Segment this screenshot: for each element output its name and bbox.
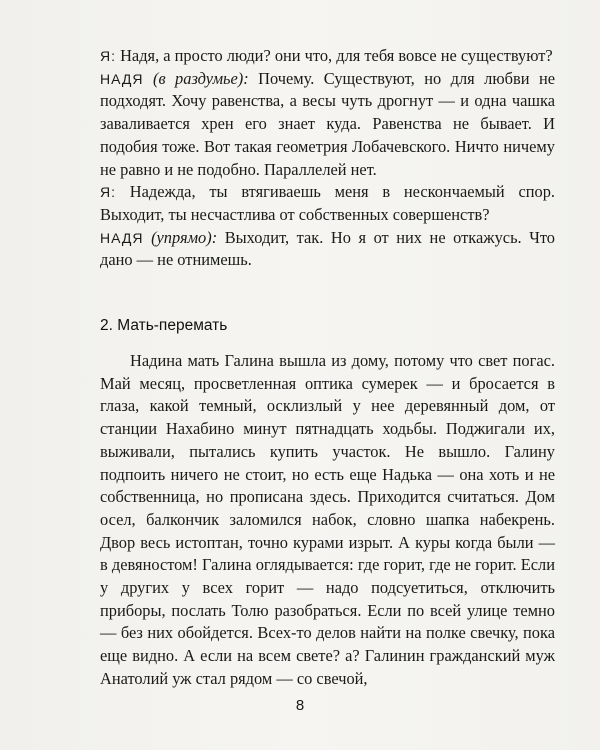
dialogue-text: Выходит, так. Но я от них не откажусь. Что дано — не отнимешь. [100,227,555,270]
speaker-name: НАДЯ [100,229,144,246]
dialogue-line [100,45,555,68]
paragraph: Надина мать Галина вышла из дому, потому что свет погас. Май месяц, просветленная оптика сумерек — и бросается в глаза, какой темный, осклизлый у нее деревянный дом, от станции Нахабино минут пятнадцать ходьбы. Поджигали их, выживали, пытались купить участок. Не вышло. Галину подпоить ничего не стоит, но есть еще Надька — она хоть и не собственница, но прописана здесь. Приходится считаться. Дом осел, балкончик заломился набок, словно шапка набекрень. Двор весь истоптан, точно курами изрыт. А куры когда были — в девяностом! Галина оглядывается: где горит, где не горит. Если у других у всех горит — надо подсуетиться, отключить приборы, послать Толю разобраться. Если по всей улице темно — без них обойдется. Всех-то делов найти на полке свечку, пока еще видно. А если на всем свете? а? Галинин гражданский муж Анатолий уж стал рядом — со свечой, [100,351,555,688]
stage-direction: (в раздумье): [143,68,249,88]
dialogue-text: Надя, а просто люди? они что, для тебя вовсе не существуют? [116,46,553,65]
section-heading: 2. Мать-перемать [100,317,228,334]
dialogue-line [100,181,555,226]
prose-block [100,350,555,691]
speaker-name: Я: [100,184,116,201]
dialogue-text: Почему. Существуют, но для любви не подходят. Хочу равенства, а весы чуть дрогнут — и одна чашка заваливается хрен его знает куда. Равенства не бывает. И подобия тоже. Вот такая геометрия Лобачевского. Ничто ничему не равно и не подобно. Параллелей нет. [100,68,555,179]
dialogue-line [100,227,555,272]
speaker-name: НАДЯ [100,70,144,87]
dialogue-text: Надежда, ты втягиваешь меня в нескончаемый спор. Выходит, ты несчастлива от собственных совершенств? [100,182,555,224]
stage-direction: (упрямо): [143,227,218,247]
page-number: 8 [295,697,305,714]
dialogue-block [100,45,555,272]
speaker-name: Я: [100,48,116,64]
dialogue-line [100,68,555,182]
